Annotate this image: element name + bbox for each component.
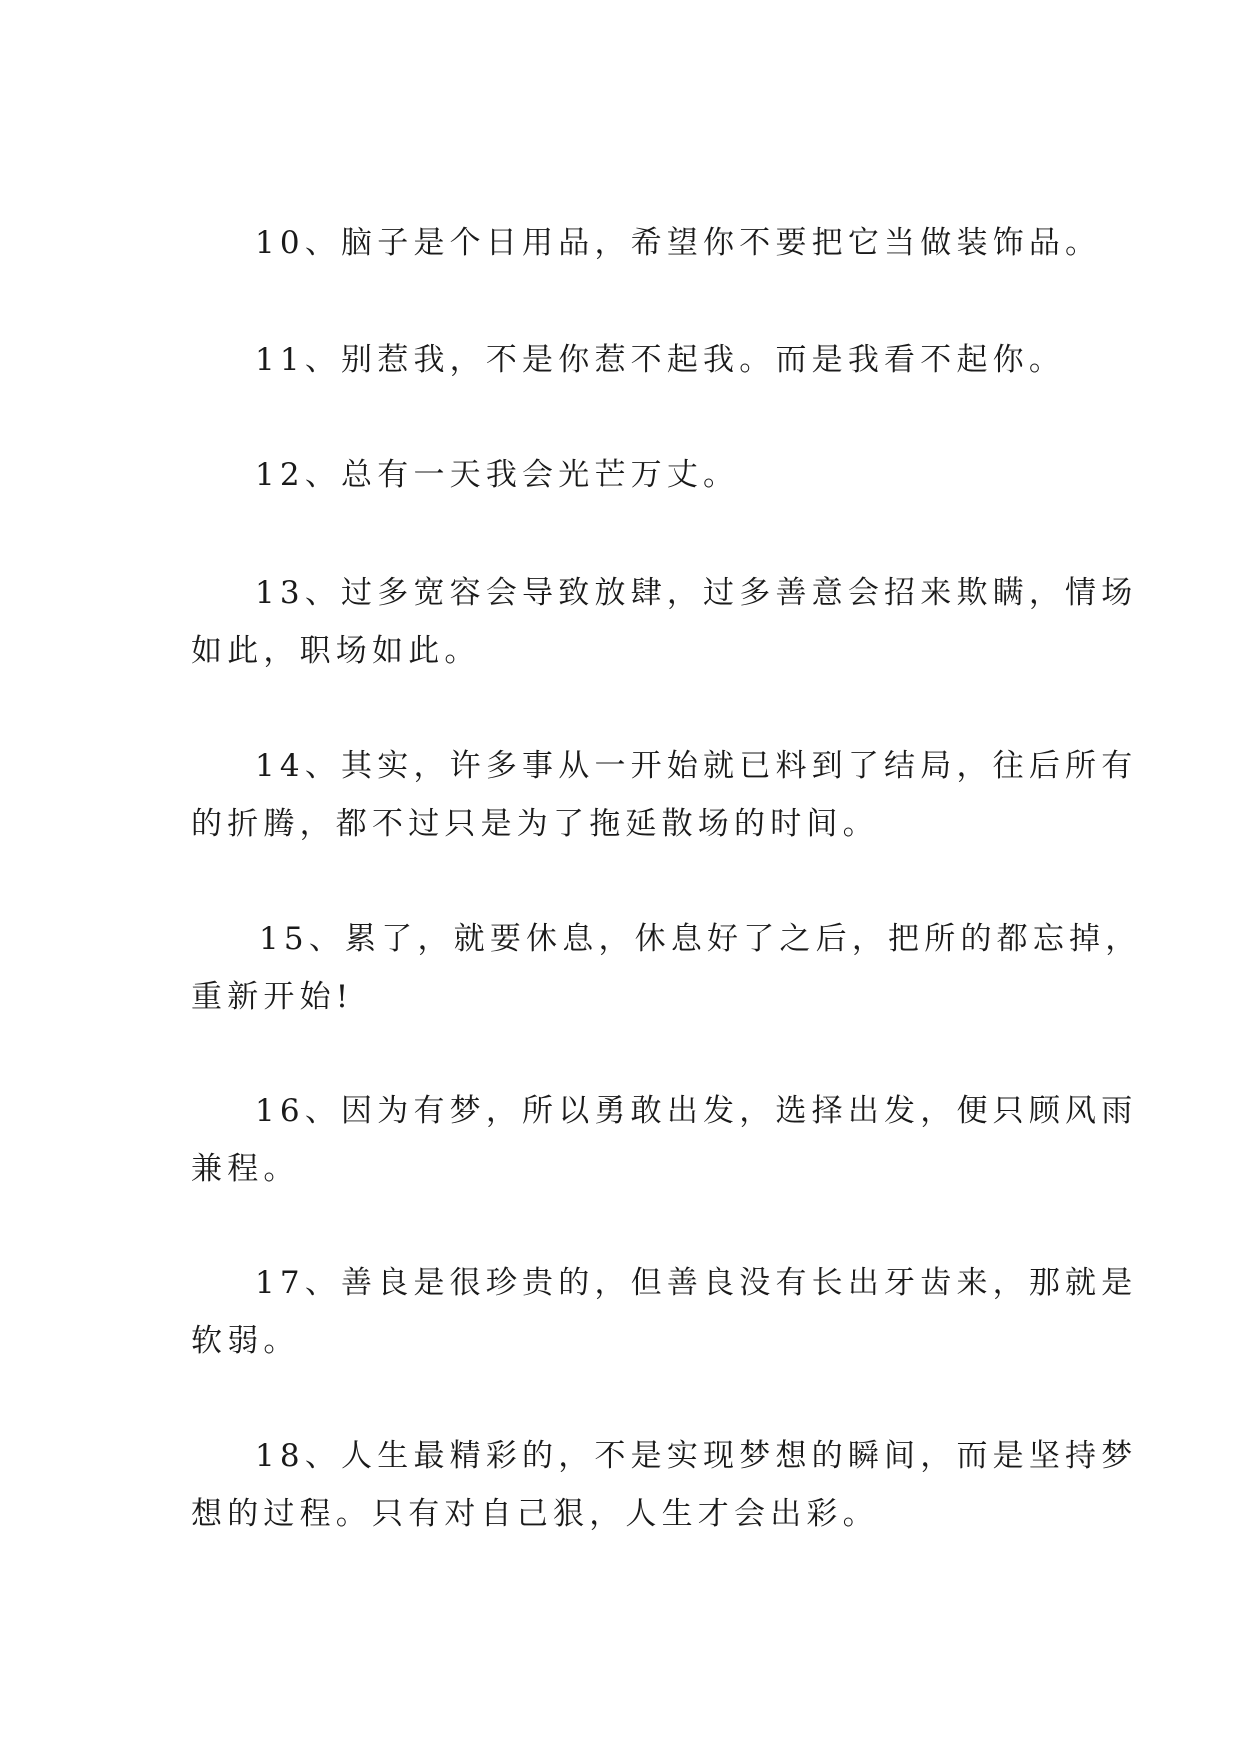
paragraph-line: 16、因为有梦，所以勇敢出发，选择出发，便只顾风雨: [255, 1093, 1138, 1129]
paragraph-line: 14、其实，许多事从一开始就已料到了结局，往后所有: [255, 748, 1138, 784]
list-item: [191, 564, 1138, 680]
list-item: [191, 1082, 1138, 1198]
paragraph-line: 11、别惹我，不是你惹不起我。而是我看不起你。: [255, 342, 1066, 378]
paragraph-line: 如此，职场如此。: [191, 633, 481, 669]
paragraph-line: 12、总有一天我会光芒万丈。: [255, 457, 740, 493]
list-item: [191, 737, 1138, 853]
paragraph-line: 想的过程。只有对自己狠，人生才会出彩。: [191, 1496, 879, 1532]
paragraph-line: 17、善良是很珍贵的，但善良没有长出牙齿来，那就是: [255, 1265, 1138, 1301]
paragraph-line: 13、过多宽容会导致放肆，过多善意会招来欺瞒，情场: [255, 575, 1138, 611]
list-item: [191, 214, 1102, 272]
paragraph-line: 兼程。: [191, 1151, 300, 1187]
list-item: [191, 910, 1142, 1026]
paragraph-line: 重新开始!: [191, 979, 354, 1015]
paragraph-line: 软弱。: [191, 1323, 300, 1359]
paragraph-line: 的折腾，都不过只是为了拖延散场的时间。: [191, 806, 879, 842]
list-item: [191, 1427, 1138, 1543]
paragraph-line: 15、累了，就要休息，休息好了之后，把所的都忘掉，: [259, 921, 1142, 957]
list-item: [191, 1254, 1138, 1370]
paragraph-line: 18、人生最精彩的，不是实现梦想的瞬间，而是坚持梦: [255, 1438, 1138, 1474]
list-item: [191, 446, 1051, 504]
paragraph-line: 10、脑子是个日用品，希望你不要把它当做装饰品。: [255, 225, 1102, 261]
list-item: [191, 331, 1066, 389]
